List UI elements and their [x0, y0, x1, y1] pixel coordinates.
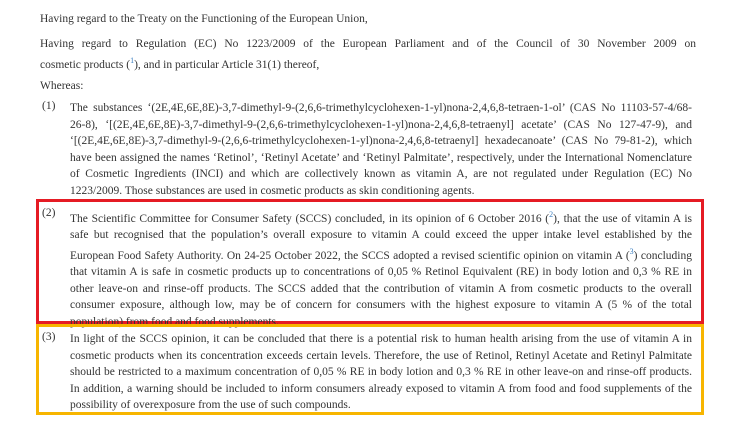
- recital-number: (1): [42, 100, 56, 112]
- recital-2-text-a: The Scientific Committee for Consumer Safety (SCCS) concluded, in its opinion of 6 October 2016 (: [70, 212, 550, 225]
- recital-2-text-b: ), that the use of vitamin A is safe but recognised that the population’s overall exposure to vitamin A could exceed the upper intake level established by the European Food Safety Authority. On 24-25 October 2022, the SCCS adopted a revised scientific opinion on vitamin A (: [70, 212, 692, 262]
- intro-regulation-line-2: [40, 53, 319, 73]
- intro-regulation-text-post: ), and in particular Article 31(1) thereof,: [134, 58, 320, 71]
- recital-2-text-c: ) concluding that vitamin A is safe in cosmetic products up to concentrations of 0,05 % Retinol Equivalent (RE) in body lotion and 0,3 % RE in other leave-on and rinse-off products. The SCCS added that the contribution of vitamin A from cosmetic products to the overall consumer exposure, although low, may be of concern for consumers with the highest exposure to vitamin A (5 % of the total population) from food and food supplements.: [70, 249, 692, 328]
- recital-number: (3): [42, 331, 56, 343]
- intro-regulation-line: Having regard to Regulation (EC) No 1223/2009 of the European Parliament and of the Council of 30 November 2009 on: [40, 38, 696, 50]
- recital-text: The substances ‘(2E,4E,6E,8E)-3,7-dimethyl-9-(2,6,6-trimethylcyclohexen-1-yl)nona-2,4,6,8-tetraen-1-ol’ (CAS No 11103-57-4/68-26-8), ‘[(2E,4E,6E,8E)-3,7-dimethyl-9-(2,6,6-trimethylcyclohexen-1-yl)nona-2,4,6,8-tetraenyl] acetate’ (CAS No 127-47-9), and ‘[(2E,4E,6E,8E)-3,7-dimethyl-9-(2,6,6-trimethylcyclohexen-1-yl)nona-2,4,6,8-tetraenyl] hexadecanoate’ (CAS No 79-81-2), which have been assigned the names ‘Retinol’, ‘Retinyl Acetate’ and ‘Retinyl Palmitate’, respectively, under the International Nomenclature of Cosmetic Ingredients (INCI) and which are collectively known as vitamin A, are not regulated under Regulation (EC) No 1223/2009. Those substances are used in cosmetic products as skin conditioning agents.: [70, 102, 692, 197]
- recital-text: In light of the SCCS opinion, it can be concluded that there is a potential risk to human health arising from the use of vitamin A in cosmetic products when its concentration exceeds certain levels. Therefore, the use of Retinol, Retinyl Acetate and Retinyl Palmitate should be restricted to a maximum concentration of 0,05 % RE in body lotion and 0,3 % RE in other leave-on and rinse-off products. In addition, a warning should be included to inform consumers already exposed to vitamin A from food and food supplements of the possibility of overexposure from the use of such compounds.: [70, 333, 692, 411]
- recital-number: (2): [42, 207, 56, 219]
- recital-text: [70, 207, 692, 330]
- whereas-heading: Whereas:: [40, 80, 84, 92]
- footnote-link-3[interactable]: 3: [629, 246, 634, 256]
- intro-treaty-line: Having regard to the Treaty on the Functioning of the European Union,: [40, 13, 368, 25]
- footnote-link-2[interactable]: 2: [549, 210, 554, 219]
- intro-regulation-text-pre: cosmetic products (: [40, 58, 131, 71]
- footnote-link-1[interactable]: 1: [130, 56, 135, 65]
